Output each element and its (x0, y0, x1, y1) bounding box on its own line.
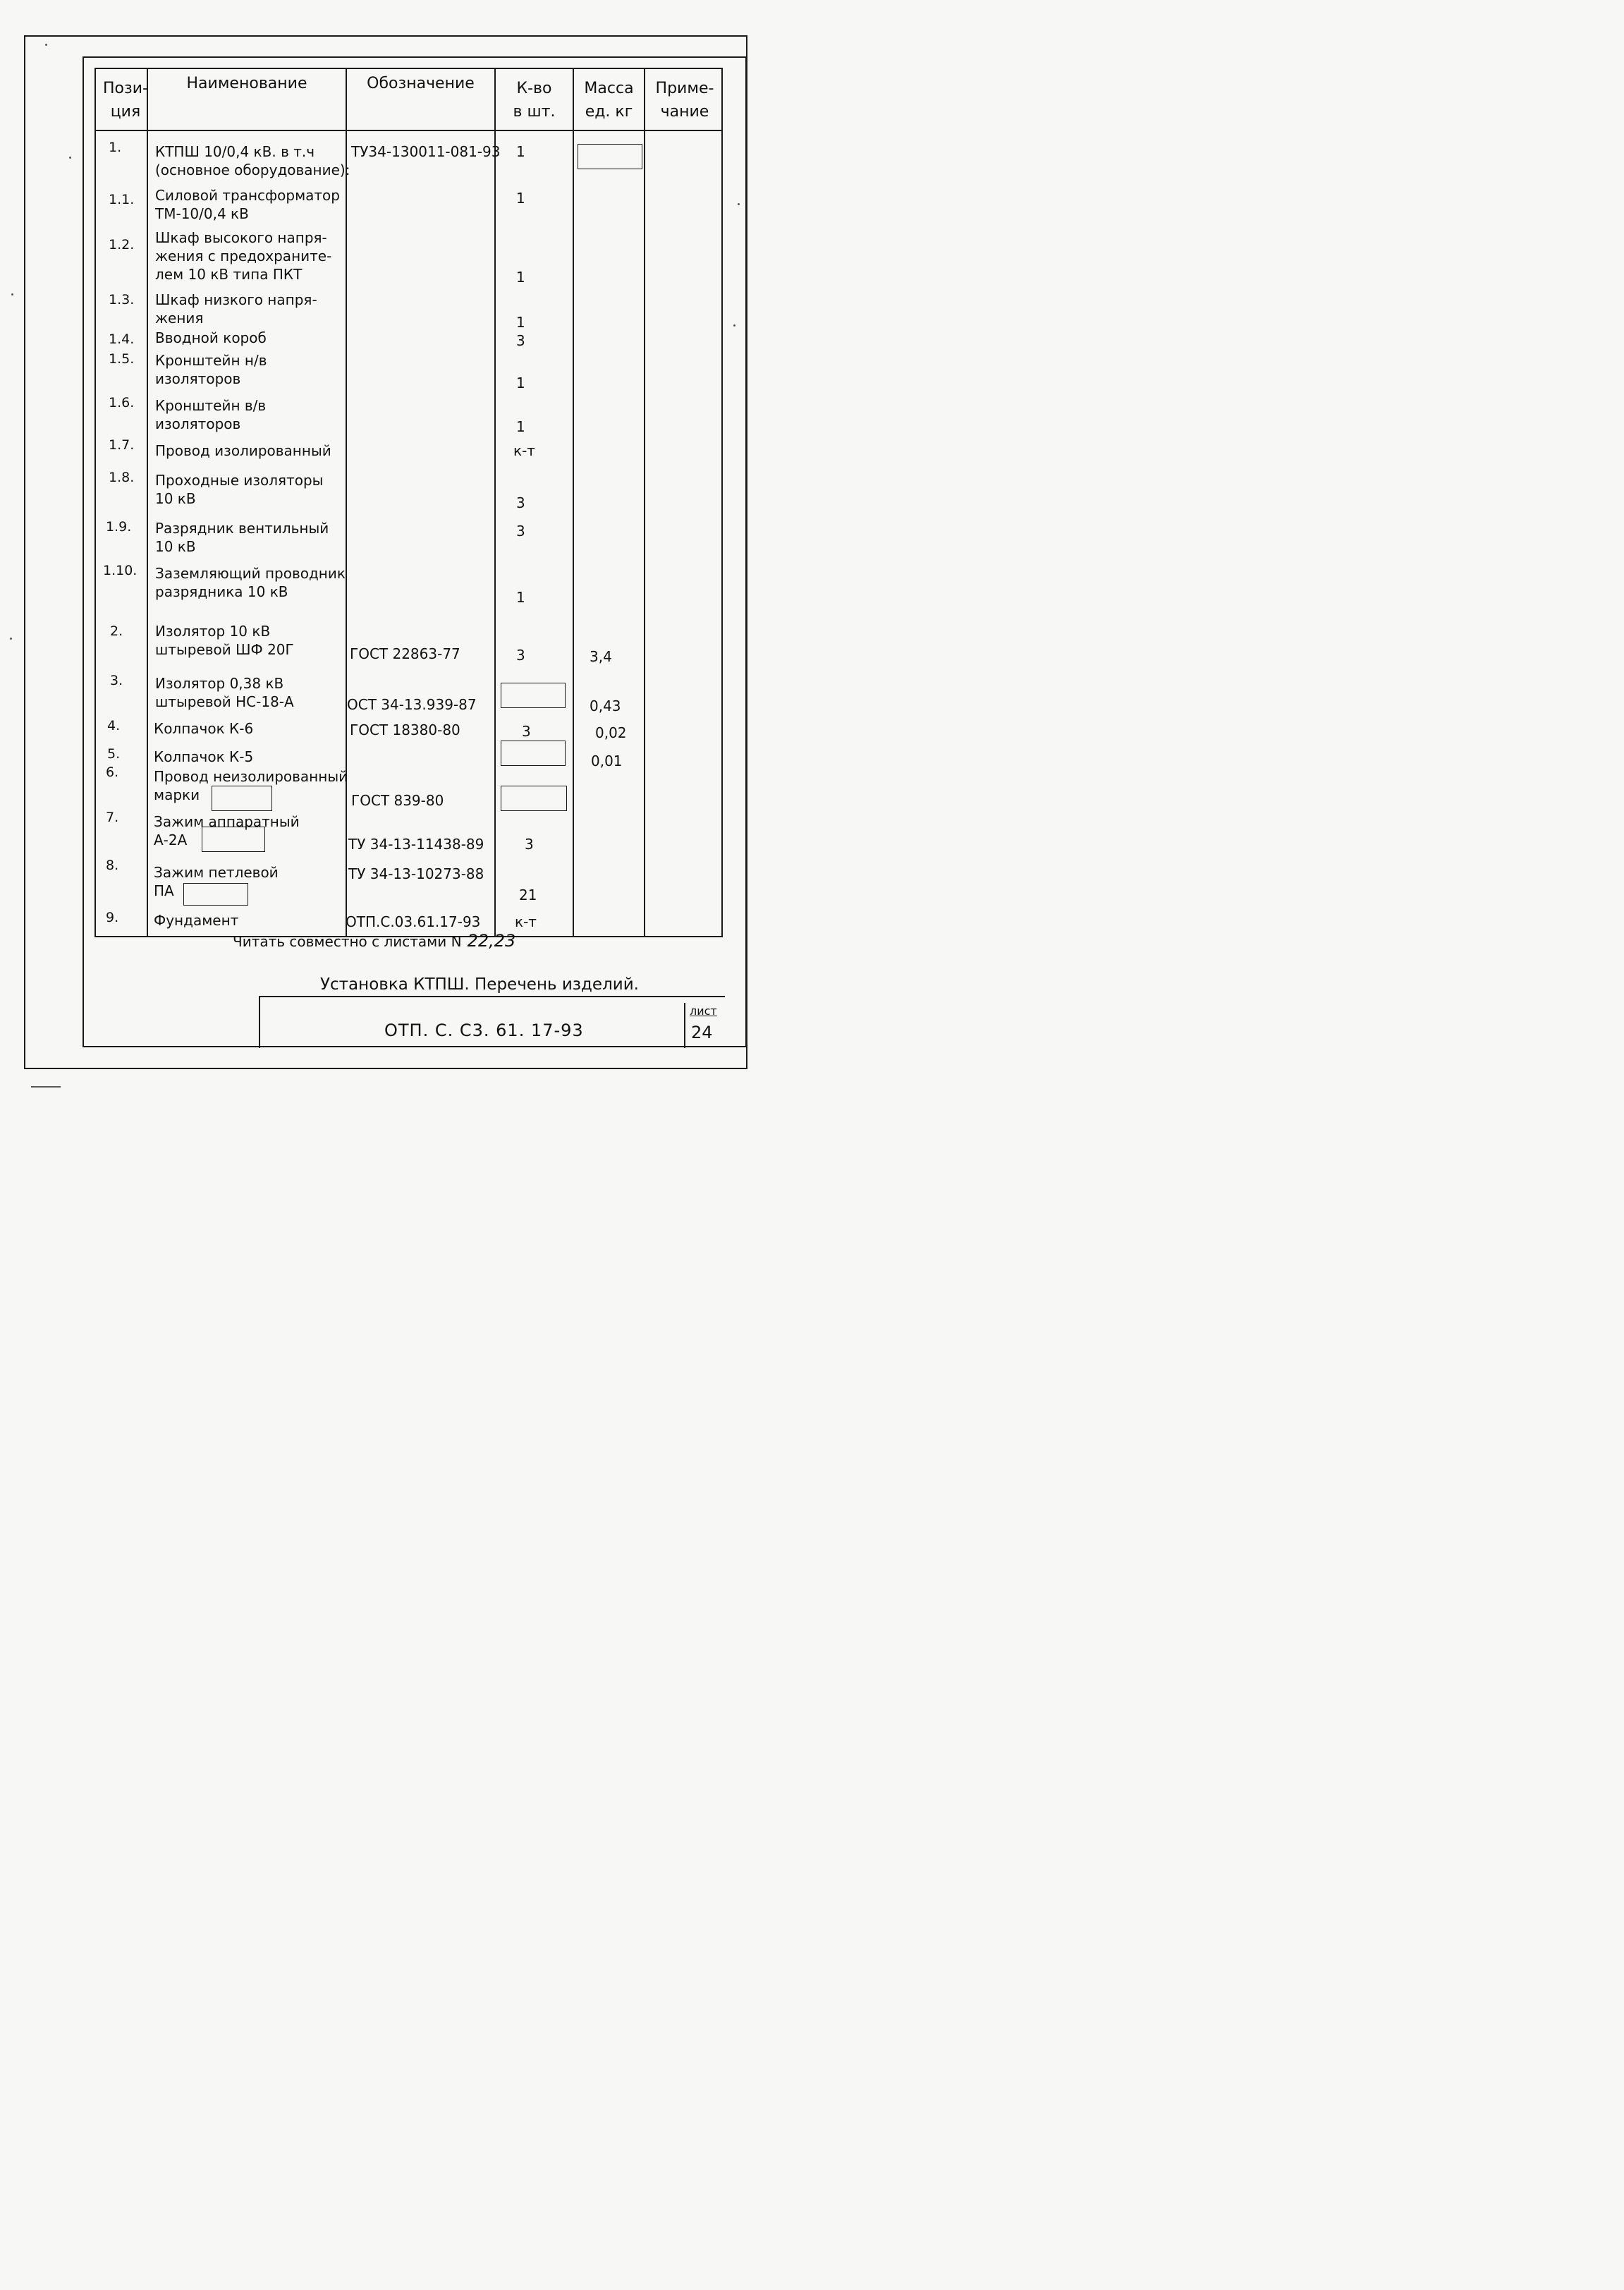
related-sheets: 22,23 (467, 931, 516, 951)
name-cell: Кронштейн н/в изоляторов (155, 352, 267, 387)
position-cell: 8. (106, 858, 119, 873)
blank-quantity-box (501, 741, 566, 766)
designation-cell: ТУ34-130011-081-93 (351, 143, 501, 160)
quantity-cell: 3 (516, 523, 525, 540)
blank-mass-box (578, 144, 642, 169)
position-cell: 1.6. (109, 395, 135, 410)
specification-table (94, 68, 723, 937)
position-cell: 1.9. (106, 519, 132, 535)
document-code: ОТП. С. С3. 61. 17-93 (384, 1021, 584, 1040)
designation-cell: ТУ 34-13-11438-89 (348, 836, 484, 853)
column-divider (573, 69, 574, 936)
name-cell: Провод изолированный (155, 442, 331, 459)
quantity-cell: 3 (516, 332, 525, 349)
name-cell: Зажим аппаратный А-2А (154, 813, 300, 848)
name-cell: Силовой трансформатор ТМ-10/0,4 кВ (155, 187, 340, 222)
quantity-cell: 1 (516, 143, 525, 160)
position-cell: 4. (107, 718, 121, 733)
quantity-cell: 1 (516, 190, 525, 207)
quantity-cell: 3 (516, 494, 525, 511)
quantity-cell: 3 (522, 723, 531, 740)
name-cell: Шкаф низкого напря- жения (155, 291, 317, 327)
blank-grade-box (212, 786, 272, 811)
position-cell: 1.4. (109, 331, 135, 347)
header-designation: Обозначение (367, 75, 475, 92)
quantity-cell: к-т (513, 442, 535, 459)
mass-cell: 0,01 (591, 753, 623, 769)
position-cell: 3. (110, 673, 123, 688)
scan-speck (738, 203, 740, 205)
column-divider (644, 69, 645, 936)
scan-speck (10, 638, 12, 640)
name-cell: Шкаф высокого напря- жения с предохраните- лем 10 кВ типа ПКТ (155, 229, 332, 283)
designation-cell: ОТП.С.03.61.17-93 (346, 913, 481, 930)
scan-stroke (31, 1086, 61, 1088)
quantity-cell: 3 (516, 647, 525, 664)
scan-speck (733, 324, 735, 327)
name-cell: Колпачок К-6 (154, 720, 254, 737)
scan-speck (11, 293, 13, 296)
quantity-cell: 21 (519, 887, 537, 903)
mass-cell: 3,4 (590, 648, 612, 665)
header-note: Приме- чание (655, 80, 714, 121)
column-divider (494, 69, 496, 936)
name-cell: Провод неизолированный марки (154, 768, 348, 803)
quantity-cell: 1 (516, 374, 525, 391)
quantity-cell: к-т (515, 913, 537, 930)
position-cell: 6. (106, 765, 119, 780)
name-cell: Проходные изоляторы 10 кВ (155, 472, 324, 507)
position-cell: 9. (106, 910, 119, 925)
position-cell: 1.5. (109, 351, 135, 367)
quantity-cell: 3 (525, 836, 534, 853)
name-cell: КТПШ 10/0,4 кВ. в т.ч (основное оборудование): (155, 143, 350, 178)
scan-speck (69, 157, 71, 159)
position-cell: 1.1. (109, 192, 135, 207)
blank-type-box (202, 827, 265, 852)
position-cell: 1.2. (109, 237, 135, 252)
position-cell: 2. (110, 623, 123, 639)
read-with-note (233, 931, 515, 951)
designation-cell: ГОСТ 22863-77 (350, 645, 460, 662)
name-cell: Изолятор 10 кВ штыревой ШФ 20Г (155, 623, 294, 658)
read-with-text: Читать совместно с листами N (233, 933, 462, 950)
position-cell: 5. (107, 746, 121, 762)
header-quantity: К-во в шт. (513, 80, 556, 121)
name-cell: Изолятор 0,38 кВ штыревой НС-18-А (155, 675, 294, 710)
designation-cell: ОСТ 34-13.939-87 (347, 696, 477, 713)
position-cell: 1.8. (109, 470, 135, 485)
sheet-number: 24 (691, 1023, 713, 1042)
scan-speck (45, 44, 47, 46)
column-divider (147, 69, 148, 936)
mass-cell: 0,02 (595, 724, 627, 741)
quantity-cell: 1 (516, 418, 525, 435)
name-cell: Кронштейн в/в изоляторов (155, 397, 267, 432)
blank-quantity-box (501, 786, 567, 811)
blank-type-box (183, 883, 248, 906)
name-cell: Разрядник вентильный 10 кВ (155, 520, 329, 555)
column-divider (346, 69, 347, 936)
blank-quantity-box (501, 683, 566, 708)
mass-cell: 0,43 (590, 698, 621, 714)
position-cell: 1.7. (109, 437, 135, 453)
designation-cell: ГОСТ 839-80 (351, 792, 444, 809)
name-cell: Колпачок К-5 (154, 748, 254, 765)
name-cell: Заземляющий проводник разрядника 10 кВ (155, 565, 346, 600)
quantity-cell: 1 (516, 269, 525, 286)
sheet-label: лист (690, 1004, 717, 1018)
quantity-cell: 1 (516, 589, 525, 606)
name-cell: Вводной короб (155, 329, 267, 346)
name-cell: Зажим петлевой ПА (154, 864, 279, 899)
position-cell: 7. (106, 810, 119, 825)
designation-cell: ГОСТ 18380-80 (350, 721, 460, 738)
position-cell: 1.10. (103, 563, 138, 578)
position-cell: 1.3. (109, 292, 135, 307)
header-mass: Масса ед. кг (584, 80, 634, 121)
position-cell: 1. (109, 140, 122, 155)
designation-cell: ТУ 34-13-10273-88 (348, 865, 484, 882)
header-name: Наименование (186, 75, 307, 92)
quantity-cell: 1 (516, 314, 525, 331)
document-title: Установка КТПШ. Перечень изделий. (320, 975, 639, 994)
name-cell: Фундамент (154, 912, 239, 929)
header-position: Пози- ция (103, 80, 148, 121)
